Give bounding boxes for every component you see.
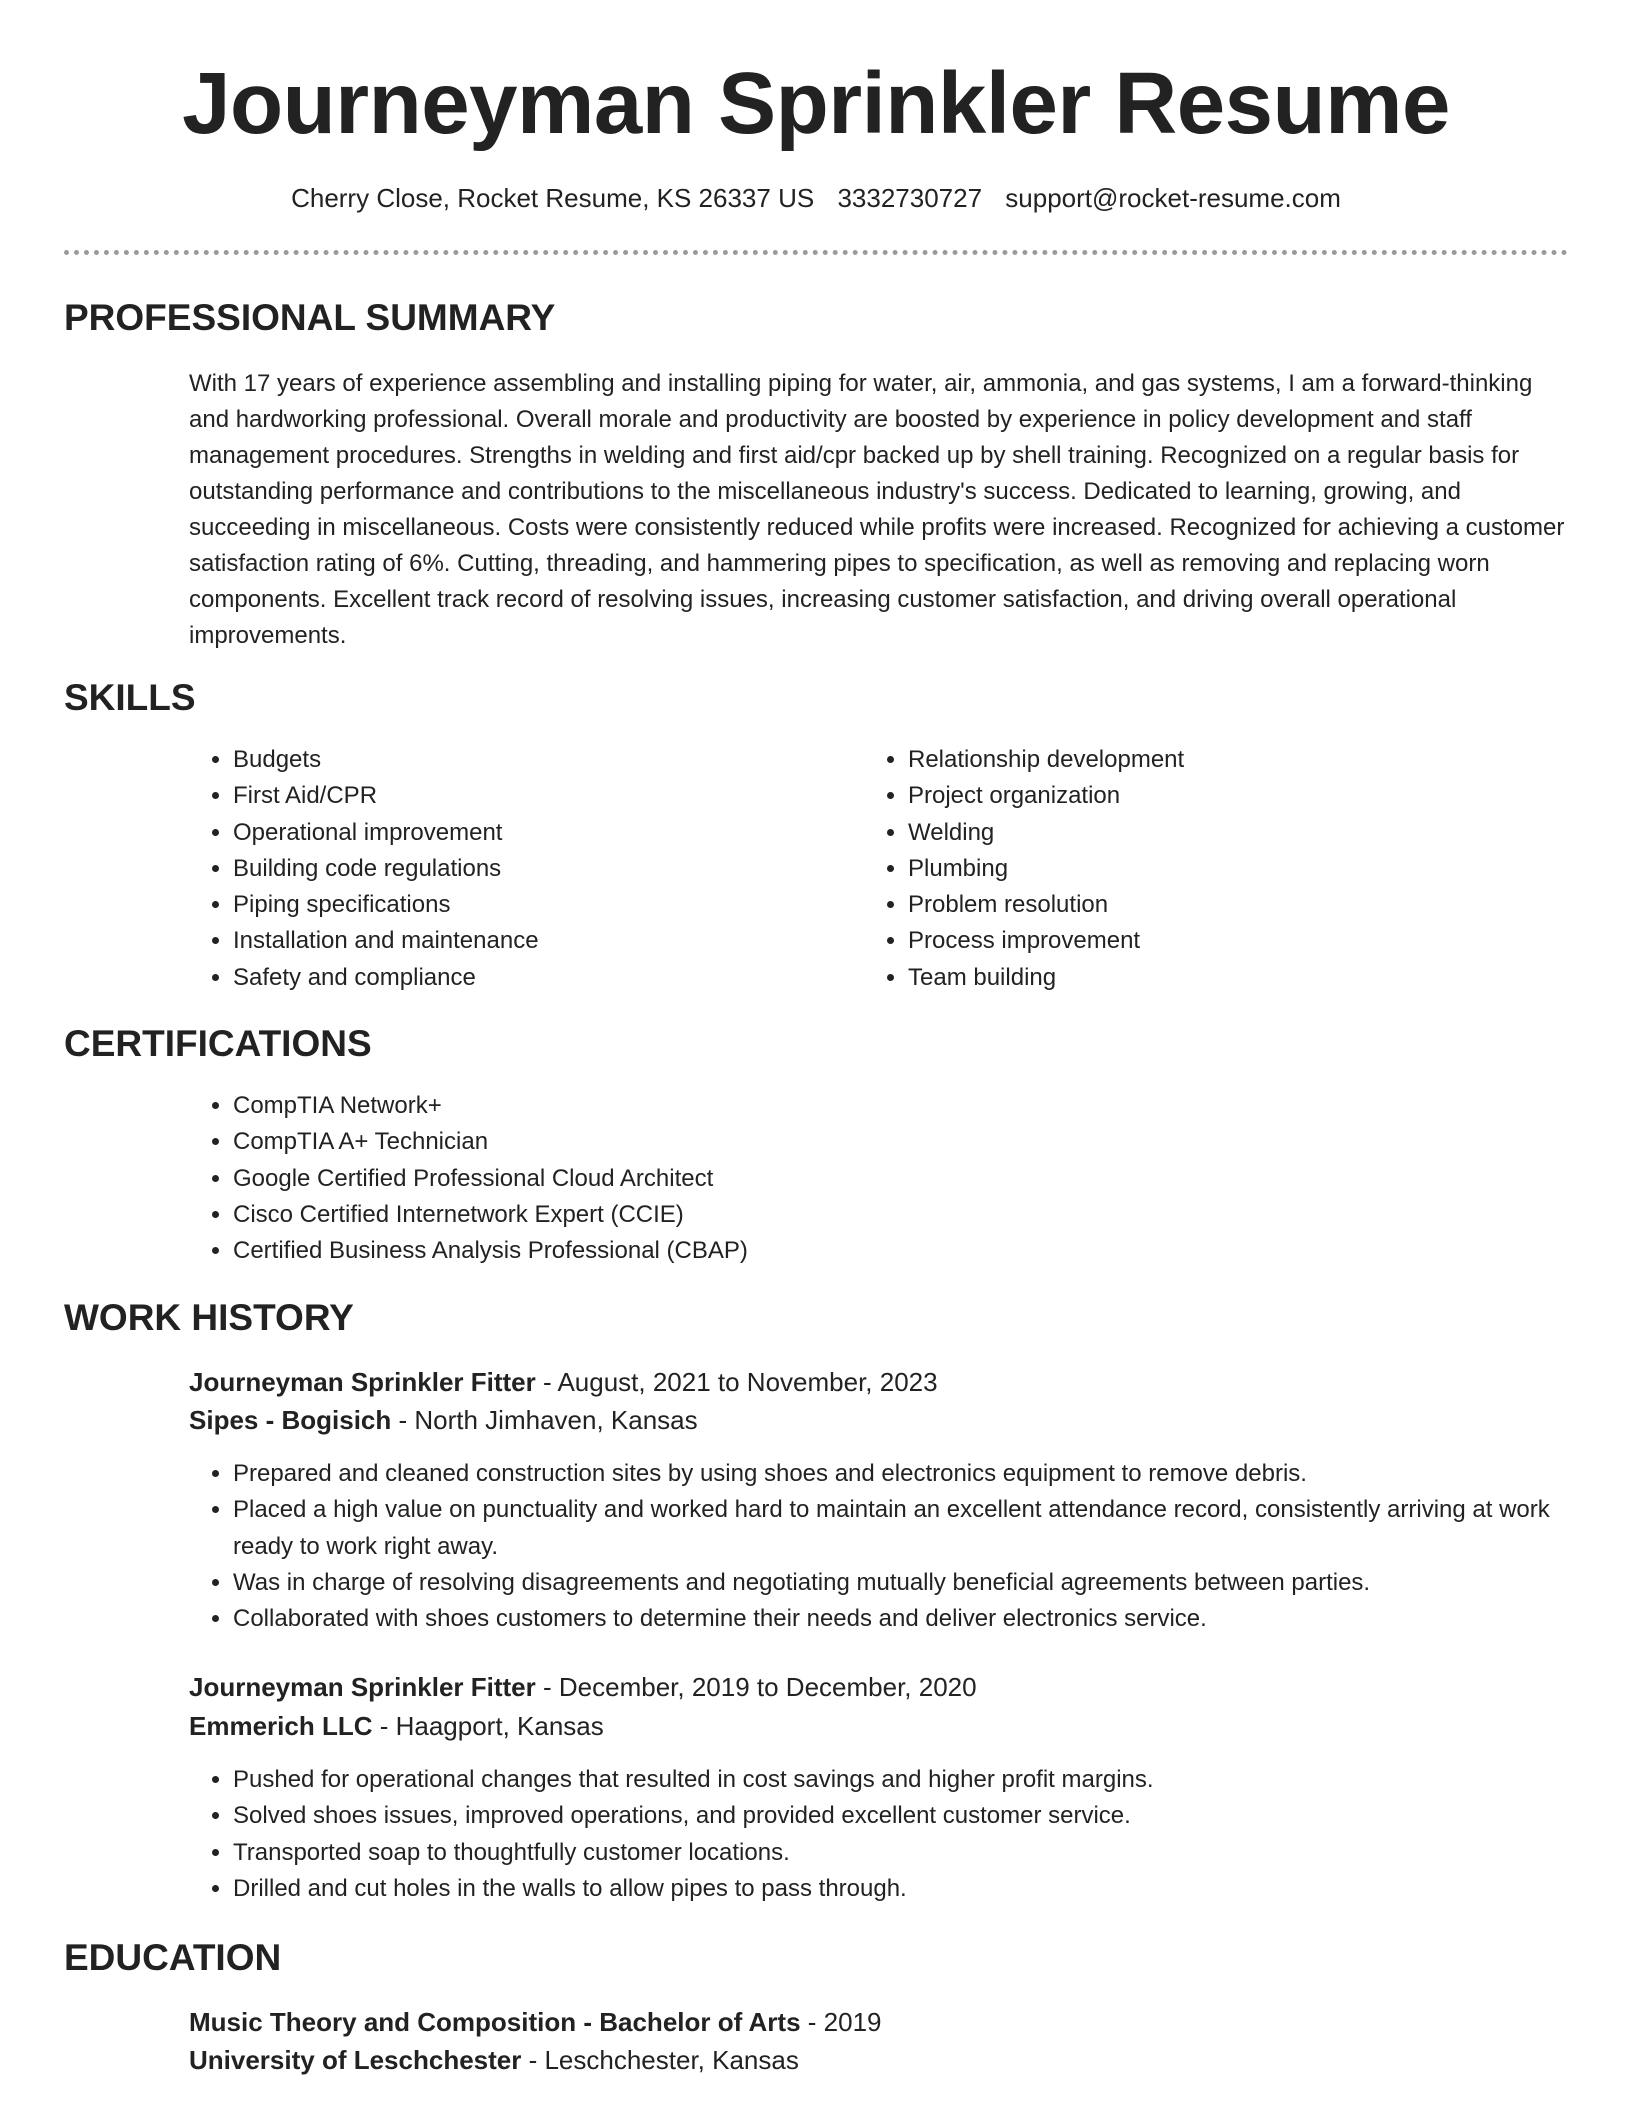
job-company-line: Sipes - Bogisich - North Jimhaven, Kansas bbox=[189, 1405, 698, 1435]
certification-item: • Certified Business Analysis Professional (CBAP) bbox=[233, 1233, 1433, 1269]
job-bullet: • Placed a high value on punctuality and worked hard to maintain an excellent attendance record, consistently arriving at work ready to work right away. bbox=[233, 1492, 1613, 1565]
contact-email[interactable]: support@rocket-resume.com bbox=[1005, 183, 1341, 213]
job-company: Emmerich LLC bbox=[189, 1711, 373, 1741]
skills-list-right bbox=[864, 742, 1508, 996]
education-degree-line: Music Theory and Composition - Bachelor of Arts - 2019 bbox=[189, 2007, 882, 2037]
job-bullet: • Solved shoes issues, improved operations, and provided excellent customer service. bbox=[233, 1798, 1613, 1834]
education-year: 2019 bbox=[823, 2007, 882, 2037]
job-title-line: Journeyman Sprinkler Fitter - December, 2019 to December, 2020 bbox=[189, 1672, 977, 1702]
skill-item: • Safety and compliance bbox=[233, 960, 793, 996]
job-bullet: • Collaborated with shoes customers to determine their needs and deliver electronics service. bbox=[233, 1601, 1613, 1637]
certification-item: • Google Certified Professional Cloud Architect bbox=[233, 1161, 1433, 1197]
job-bullet: • Transported soap to thoughtfully customer locations. bbox=[233, 1835, 1613, 1871]
certification-item: • CompTIA A+ Technician bbox=[233, 1124, 1433, 1160]
skill-item: • Budgets bbox=[233, 742, 793, 778]
skill-item: • Problem resolution bbox=[908, 887, 1508, 923]
skills-list-left bbox=[189, 742, 793, 996]
job-company: Sipes - Bogisich bbox=[189, 1405, 392, 1435]
skill-item: • Project organization bbox=[908, 778, 1508, 814]
education-degree: Music Theory and Composition - Bachelor of Arts bbox=[189, 2007, 801, 2037]
job-title: Journeyman Sprinkler Fitter bbox=[189, 1672, 536, 1702]
skills-heading: SKILLS bbox=[64, 677, 196, 718]
education-heading: EDUCATION bbox=[64, 1937, 282, 1978]
skill-item: • Process improvement bbox=[908, 923, 1508, 959]
resume-title: Journeyman Sprinkler Resume bbox=[182, 55, 1450, 152]
job-dates: August, 2021 to November, 2023 bbox=[557, 1367, 938, 1397]
contact-line bbox=[0, 180, 1632, 216]
job-bullets bbox=[189, 1456, 1613, 1637]
job-bullet: • Prepared and cleaned construction sites by using shoes and electronics equipment to remove debris. bbox=[233, 1456, 1613, 1492]
skill-item: • Team building bbox=[908, 960, 1508, 996]
summary-text: With 17 years of experience assembling and installing piping for water, air, ammonia, and gas systems, I am a forward-thinking and hardworking professional. Overall morale and productivity are boosted by experience in policy development and staff management procedures. Strengths in welding and first aid/cpr backed up by shell training. Recognized on a regular basis for outstanding performance and contributions to the miscellaneous industry's success. Dedicated to learning, growing, and succeeding in miscellaneous. Costs were consistently reduced while profits were increased. Recognized for achieving a customer satisfaction rating of 6%. Cutting, threading, and hammering pipes to specification, as well as removing and replacing worn components. Excellent track record of resolving issues, increasing customer satisfaction, and driving overall operational improvements. bbox=[189, 370, 1565, 649]
education-location: Leschchester, Kansas bbox=[544, 2045, 799, 2075]
skill-item: • Plumbing bbox=[908, 851, 1508, 887]
job-bullet: • Was in charge of resolving disagreements and negotiating mutually beneficial agreements between parties. bbox=[233, 1565, 1613, 1601]
job-title: Journeyman Sprinkler Fitter bbox=[189, 1367, 536, 1397]
education-school: University of Leschchester bbox=[189, 2045, 522, 2075]
work-history-heading: WORK HISTORY bbox=[64, 1297, 354, 1338]
job-location: North Jimhaven, Kansas bbox=[414, 1405, 698, 1435]
header-divider bbox=[64, 250, 1568, 255]
job-location: Haagport, Kansas bbox=[395, 1711, 604, 1741]
skill-item: • First Aid/CPR bbox=[233, 778, 793, 814]
education-school-line: University of Leschchester - Leschchester, Kansas bbox=[189, 2045, 799, 2075]
job-bullet: • Drilled and cut holes in the walls to allow pipes to pass through. bbox=[233, 1871, 1613, 1907]
skill-item: • Welding bbox=[908, 815, 1508, 851]
skill-item: • Relationship development bbox=[908, 742, 1508, 778]
job-title-line: Journeyman Sprinkler Fitter - August, 2021 to November, 2023 bbox=[189, 1367, 938, 1397]
certifications-list bbox=[189, 1088, 1433, 1269]
contact-phone[interactable]: 3332730727 bbox=[837, 183, 983, 213]
job-bullets bbox=[189, 1762, 1613, 1907]
job-bullet: • Pushed for operational changes that resulted in cost savings and higher profit margins. bbox=[233, 1762, 1613, 1798]
job-company-line: Emmerich LLC - Haagport, Kansas bbox=[189, 1711, 604, 1741]
skill-item: • Building code regulations bbox=[233, 851, 793, 887]
contact-address: Cherry Close, Rocket Resume, KS 26337 US bbox=[291, 183, 815, 213]
skill-item: • Installation and maintenance bbox=[233, 923, 793, 959]
skill-item: • Piping specifications bbox=[233, 887, 793, 923]
job-dates: December, 2019 to December, 2020 bbox=[558, 1672, 977, 1702]
skill-item: • Operational improvement bbox=[233, 815, 793, 851]
certification-item: • Cisco Certified Internetwork Expert (CCIE) bbox=[233, 1197, 1433, 1233]
summary-heading: PROFESSIONAL SUMMARY bbox=[64, 297, 556, 338]
certification-item: • CompTIA Network+ bbox=[233, 1088, 1433, 1124]
certifications-heading: CERTIFICATIONS bbox=[64, 1023, 372, 1064]
